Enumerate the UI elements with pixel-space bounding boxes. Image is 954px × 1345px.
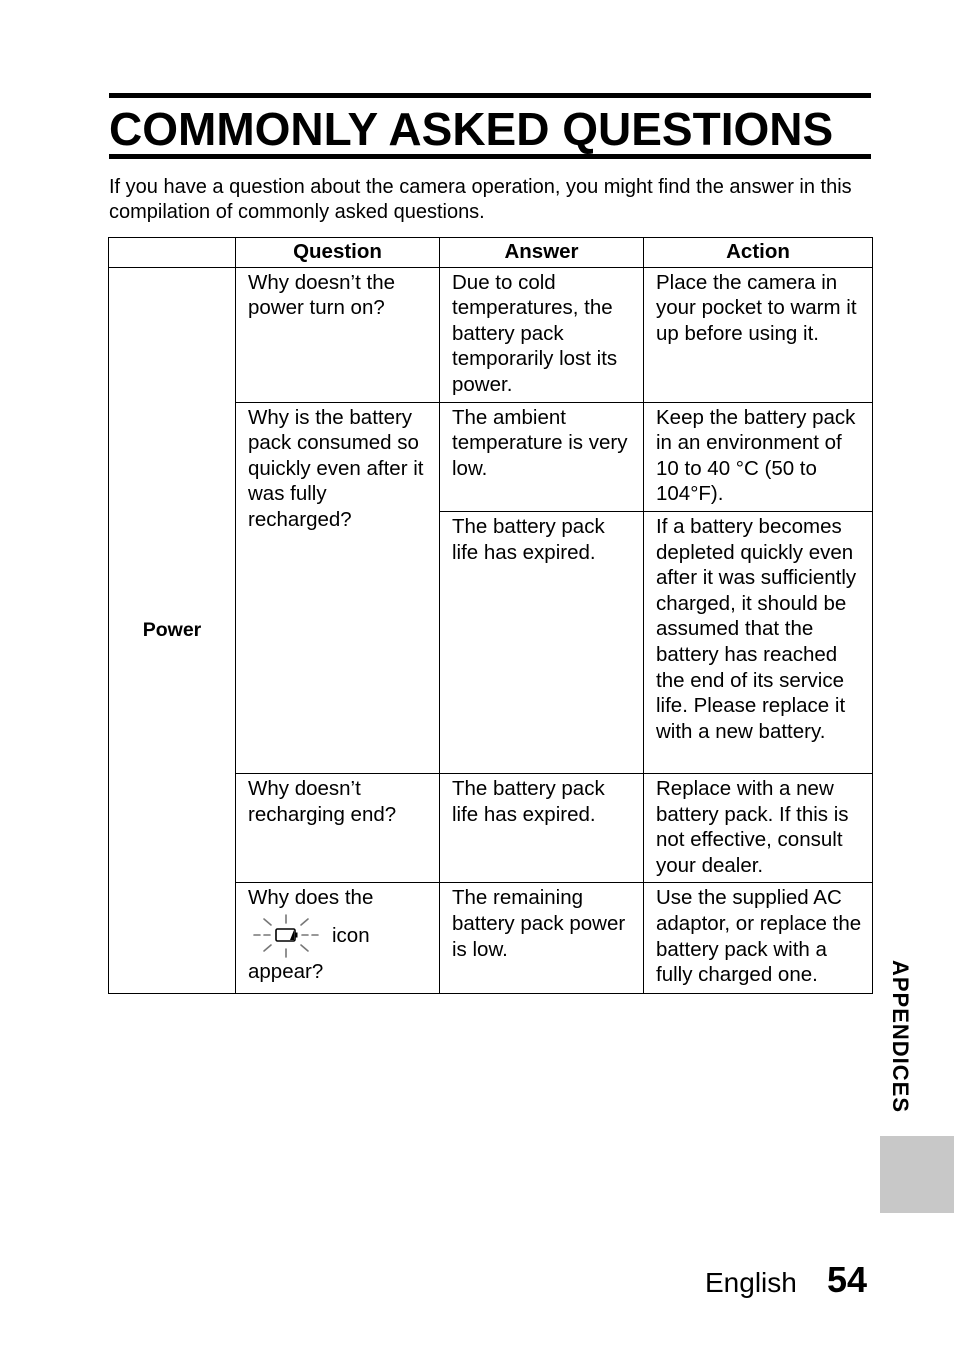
header-category	[109, 238, 236, 268]
answer-cell: The ambient temperature is very low.	[440, 402, 644, 511]
header-question: Question	[236, 238, 440, 268]
question-cell: Why is the battery pack consumed so quickly even after it was fully recharged?	[236, 402, 440, 773]
question-icon-line	[248, 913, 429, 959]
header-answer: Answer	[440, 238, 644, 268]
action-cell: If a battery becomes depleted quickly even after it was sufficiently charged, it should be assumed that the battery has reached the end of its service life. Please replace it with a new battery.	[644, 511, 873, 773]
action-cell: Keep the battery pack in an environment of 10 to 40 °C (50 to 104°F).	[644, 402, 873, 511]
question-cell: Why doesn’t the power turn on?	[236, 267, 440, 402]
answer-cell: The battery pack life has expired.	[440, 773, 644, 882]
section-side-tab	[880, 1136, 954, 1213]
question-cell: Why doesn’t recharging end?	[236, 773, 440, 882]
flashing-low-battery-icon	[250, 913, 322, 959]
section-side-label	[881, 960, 923, 1130]
answer-cell: Due to cold temperatures, the battery pack temporarily lost its power.	[440, 267, 644, 402]
question-prefix: Why does the	[248, 886, 374, 910]
action-cell: Replace with a new battery pack. If this is not effective, consult your dealer.	[644, 773, 873, 882]
category-power: Power	[109, 267, 236, 994]
table-row	[109, 267, 873, 402]
table-header-row	[109, 238, 873, 268]
header-action: Action	[644, 238, 873, 268]
answer-cell: The battery pack life has expired.	[440, 511, 644, 773]
question-cell	[236, 883, 440, 994]
question-icon-word: icon	[332, 924, 370, 948]
intro-paragraph: If you have a question about the camera operation, you might find the answer in this compilation of commonly asked questions.	[109, 176, 852, 223]
question-suffix: appear?	[248, 959, 324, 983]
title-block	[109, 93, 871, 159]
action-cell: Use the supplied AC adaptor, or replace the battery pack with a fully charged one.	[644, 883, 873, 994]
section-side-label-text: APPENDICES	[888, 960, 913, 1114]
footer-language: English	[705, 1267, 797, 1298]
page-title: COMMONLY ASKED QUESTIONS	[109, 103, 834, 155]
faq-table	[108, 237, 873, 994]
page-number: 54	[827, 1259, 868, 1300]
answer-cell: The remaining battery pack power is low.	[440, 883, 644, 994]
action-cell: Place the camera in your pocket to warm it up before using it.	[644, 267, 873, 402]
